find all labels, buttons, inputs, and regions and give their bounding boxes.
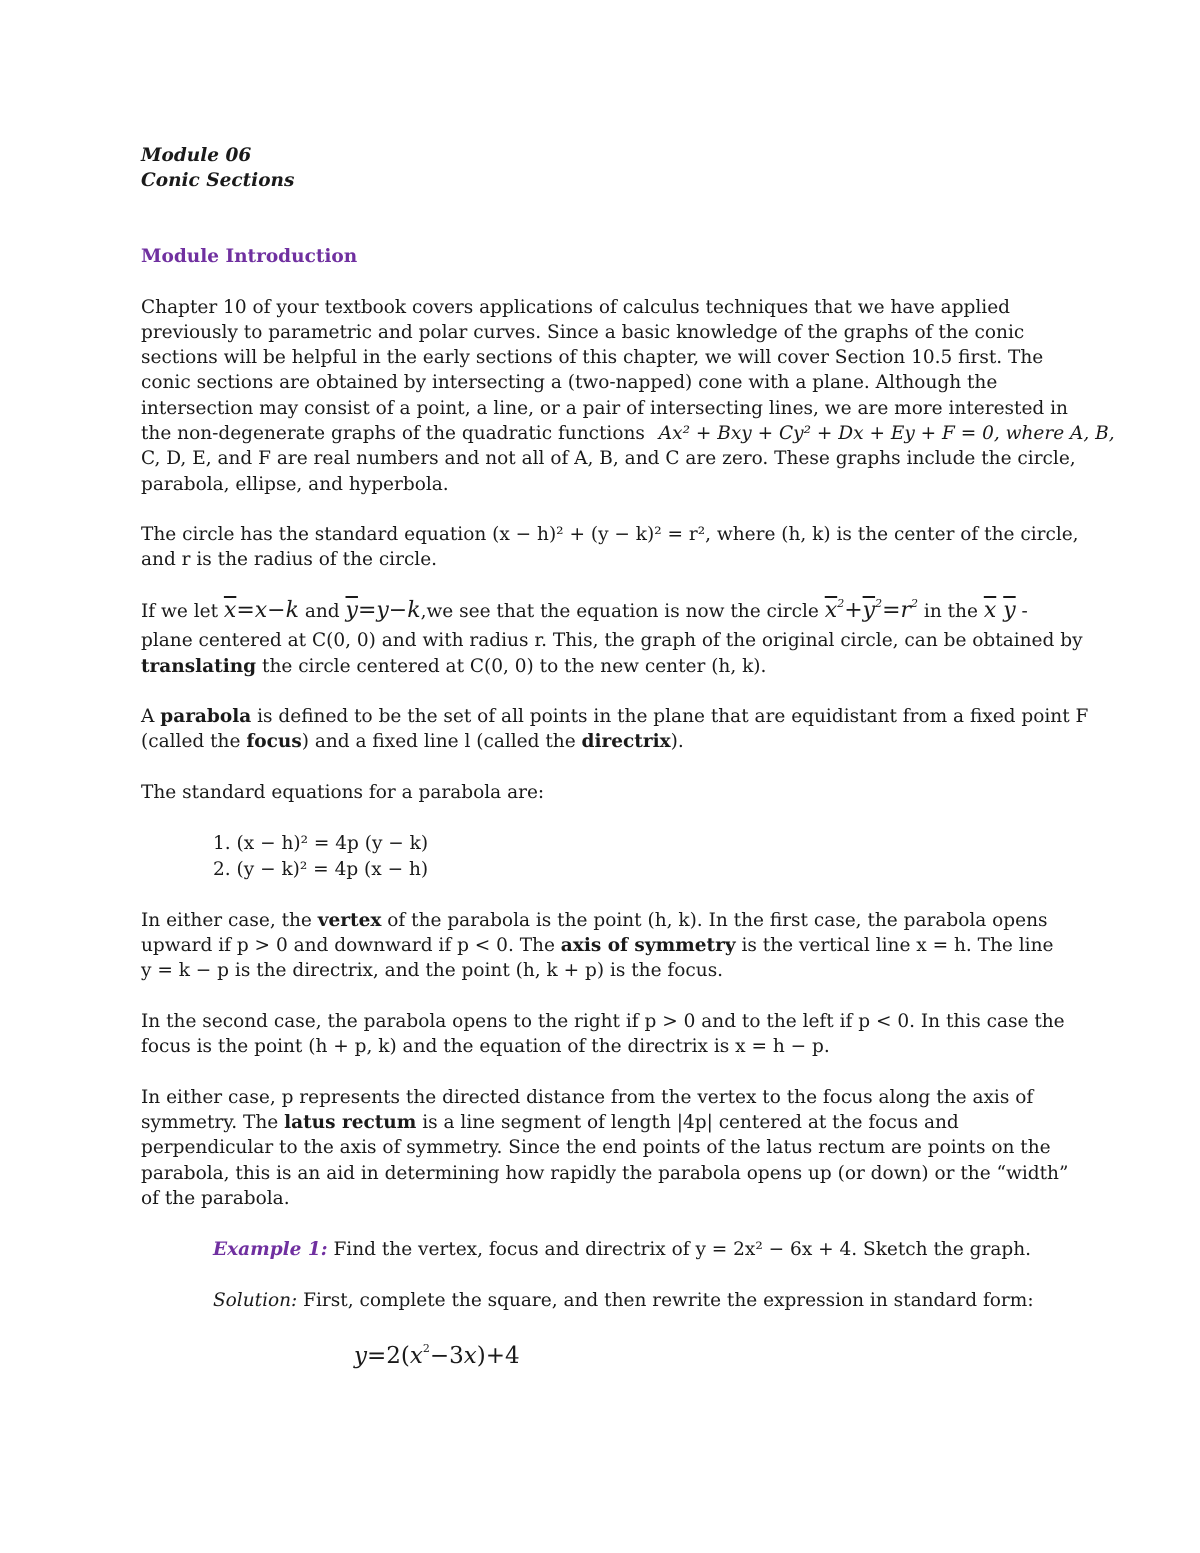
- intro-line: intersection may consist of a point, a line, or a pair of intersecting lines, we are more interested in: [141, 398, 1068, 419]
- distance-text: symmetry. The: [141, 1112, 279, 1133]
- translation-line: If we let $\overline{x}=x-k$ and $\overline{y}=y-k,we$ see that the equation is now the circle $\overline{x}^2+\overline{y}^2=r^2$ in the $\overline{x}$ $\overline{y}$ -: [141, 596, 1028, 623]
- standard-equations-intro: The standard equations for a parabola are:: [141, 782, 545, 803]
- solution-line: [213, 1288, 1034, 1313]
- directrix-term: directrix: [581, 731, 671, 752]
- translating-term: translating: [141, 656, 257, 677]
- intro-line-text: the non-degenerate graphs of the quadratic functions: [141, 423, 645, 444]
- translation-text: and: [304, 601, 340, 622]
- case-one-line: [141, 933, 1053, 958]
- solution-label: Solution:: [213, 1290, 298, 1311]
- case-two-line: In the second case, the parabola opens to the right if p > 0 and to the left if p < 0. In this case the: [141, 1011, 1065, 1032]
- x-bar-definition: $\overline{x}=x-k$: [223, 598, 299, 623]
- module-title: Conic Sections: [141, 170, 295, 191]
- quadratic-equation: Ax² + Bxy + Cy² + Dx + Ey + F = 0, where A, B,: [658, 423, 1115, 444]
- translation-line: [141, 654, 766, 679]
- vertex-term: vertex: [317, 910, 382, 931]
- case-text: upward if p > 0 and downward if p < 0. The: [141, 935, 555, 956]
- module-number: Module 06: [141, 145, 252, 166]
- latus-rectum-term: latus rectum: [284, 1112, 417, 1133]
- xy-bar-plane: $\overline{x}$ $\overline{y}$: [983, 598, 1016, 623]
- circle-equation-line: The circle has the standard equation (x − h)² + (y − k)² = r², where (h, k) is the center of the circle,: [141, 524, 1079, 545]
- intro-line: C, D, E, and F are real numbers and not all of A, B, and C are zero. These graphs include the circle,: [141, 448, 1076, 469]
- intro-line: parabola, ellipse, and hyperbola.: [141, 474, 449, 495]
- y-bar-definition: $\overline{y}=y-k$: [345, 598, 421, 623]
- intro-line: conic sections are obtained by intersecting a (two-napped) cone with a plane. Although the: [141, 372, 998, 393]
- case-two-line: focus is the point (h + p, k) and the equation of the directrix is x = h − p.: [141, 1036, 830, 1057]
- final-equation: $y=2(x^2-3x)+4$: [354, 1342, 520, 1369]
- parabola-def-text: (called the: [141, 731, 241, 752]
- translation-text: If we let: [141, 601, 218, 622]
- parabola-definition-line: [141, 729, 684, 754]
- distance-line: [141, 1110, 959, 1135]
- translation-line: plane centered at C(0, 0) and with radius r. This, the graph of the original circle, can be obtained by: [141, 630, 1083, 651]
- translation-text: ,we see that the equation is now the circle: [420, 601, 819, 622]
- case-text: is the vertical line x = h. The line: [741, 935, 1054, 956]
- case-text: In either case, the: [141, 910, 312, 931]
- intro-line: Chapter 10 of your textbook covers applications of calculus techniques that we have applied: [141, 297, 1011, 318]
- parabola-def-text: A: [141, 706, 155, 727]
- standard-equation-2: 2. (y − k)² = 4p (x − h): [213, 859, 429, 880]
- case-one-line: [141, 908, 1048, 933]
- translated-circle-equation: $\overline{x}^2+\overline{y}^2=r^2$: [824, 596, 919, 623]
- translation-text: in the: [923, 601, 978, 622]
- intro-line: previously to parametric and polar curves. Since a basic knowledge of the graphs of the conic: [141, 322, 1025, 343]
- example-text: Find the vertex, focus and directrix of y = 2x² − 6x + 4. Sketch the graph.: [333, 1239, 1031, 1260]
- parabola-def-text: ).: [670, 731, 684, 752]
- parabola-term: parabola: [160, 706, 252, 727]
- distance-line: perpendicular to the axis of symmetry. Since the end points of the latus rectum are points on the: [141, 1137, 1051, 1158]
- standard-equation-1: 1. (x − h)² = 4p (y − k): [213, 833, 429, 854]
- case-text: of the parabola is the point (h, k). In the first case, the parabola opens: [387, 910, 1048, 931]
- distance-line: parabola, this is an aid in determining how rapidly the parabola opens up (or down) or the “width”: [141, 1163, 1069, 1184]
- distance-line: of the parabola.: [141, 1188, 290, 1209]
- intro-line: [141, 421, 1115, 446]
- section-heading: Module Introduction: [141, 246, 358, 267]
- parabola-definition-line: [141, 704, 1088, 729]
- intro-line: sections will be helpful in the early sections of this chapter, we will cover Section 10.5 first. The: [141, 347, 1044, 368]
- parabola-def-text: ) and a fixed line l (called the: [301, 731, 576, 752]
- parabola-def-text: is defined to be the set of all points in the plane that are equidistant from a fixed point F: [257, 706, 1089, 727]
- circle-equation-line: and r is the radius of the circle.: [141, 549, 438, 570]
- distance-line: In either case, p represents the directed distance from the vertex to the focus along the axis of: [141, 1087, 1034, 1108]
- example-line: [213, 1237, 1031, 1262]
- example-label: Example 1:: [213, 1239, 328, 1260]
- solution-text: First, complete the square, and then rewrite the expression in standard form:: [303, 1290, 1034, 1311]
- focus-term: focus: [246, 731, 302, 752]
- case-one-line: y = k − p is the directrix, and the point (h, k + p) is the focus.: [141, 960, 724, 981]
- axis-of-symmetry-term: axis of symmetry: [560, 935, 736, 956]
- distance-text: is a line segment of length |4p| centered at the focus and: [422, 1112, 959, 1133]
- translation-text: the circle centered at C(0, 0) to the new center (h, k).: [262, 656, 767, 677]
